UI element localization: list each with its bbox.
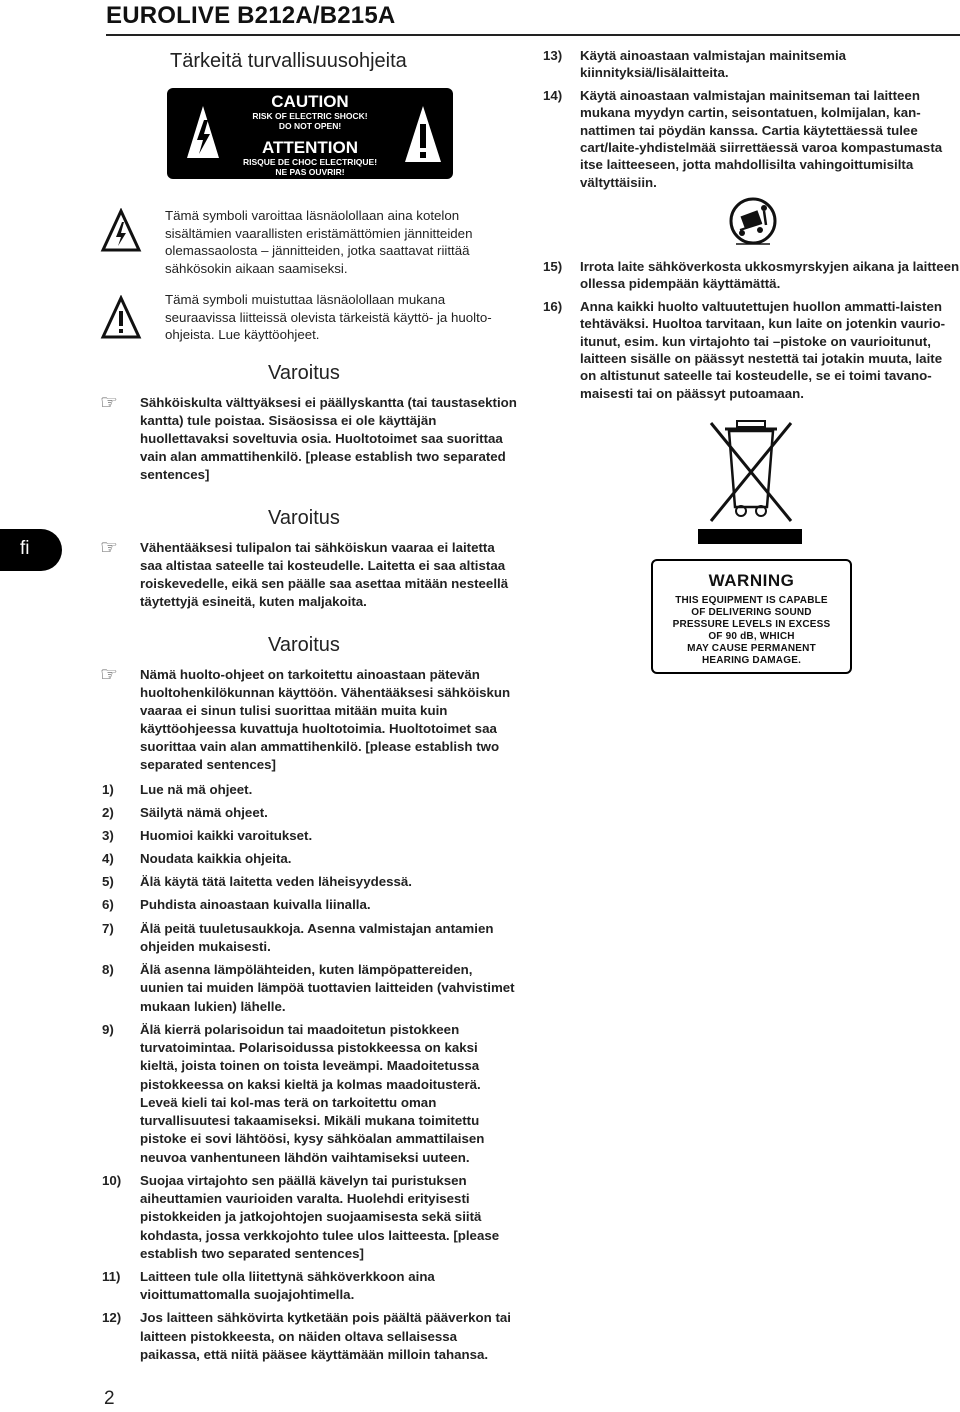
list-item: 15) Irrota laite sähköverkosta ukkosmyrskyjen aikana ja laitteen ollessa pidempään käyttämättä. [543,259,960,292]
pointing-hand-icon: ☞ [100,392,118,414]
document-title: EUROLIVE B212A/B215A [106,2,396,29]
warning-text: Nämä huolto-ohjeet on tarkoitettu ainoastaan pätevän huoltohenkilökunnan käyttöön. Vähentääksesi sähköiskun vaaraa ei sinun tulisi suorittaa mitään muita kuin käyttöohjeessa kuvattuja huoltotoimia. Huoltotoimet saa suorittaa vain alan ammattihenkilö. [please establish two separated sentences] [140,667,511,772]
warning-heading: Varoitus [268,507,340,529]
list-item: 9) Älä kierrä polarisoidun tai maadoitetun pistokkeen turvatoimintaa. Polarisoidussa pistokkeessa on kaksi kieltä, joista toinen on toista leveämpi. Maadoitetussa pistokkeessa on kaksi kieltä ja kolmas maadoitusterä. Leveä kieli tai kol-mas terä on tarkoitettu oman turvallisuutesi takaamiseksi. Mikäli mukana toimitettu pistoke ei sovi lähtöösi, kysy sähköalan ammattilaisen neuvoa vanhentuneen lähdön vaihtamiseksi uuteen. [102,1021,485,1165]
list-item: 14) Käytä ainoastaan valmistajan mainitseman tai laitteen mukana myydyn cartin, seisontatuen, kolmijalan, kan-nattimen tai pöydän kanssa. Cartia käytettäessä tulee cart/laite-yhdistelmää siirrettäessä varoa kompastumasta itse laitteeseen, jotta mahdollisilta vahingoittumisilta vältyttäisiin. [543,87,943,190]
list-item: 12) Jos laitteen sähkövirta kytketään pois päältä pääverkon tai laitteen pistokkeesta, on näiden oltava sellaisessa paikassa, että niitä pääsee käyttämään milloin tahansa. [102,1310,511,1363]
warning-heading: Varoitus [268,362,340,384]
list-item: 3) Huomioi kaikki varoitukset. [102,828,313,844]
attention-heading: ATTENTION [261,138,358,157]
caution-subtext: RISK OF ELECTRIC SHOCK! DO NOT OPEN! [252,111,368,131]
warning-body: THIS EQUIPMENT IS CAPABLE OF DELIVERING SOUND PRESSURE LEVELS IN EXCESS OF 90 dB, WHICH MAY CAUSE PERMANENT HEARING DAMAGE. [672,595,831,666]
pointing-hand-icon: ☞ [100,664,118,686]
hearing-warning-label [651,559,852,674]
crossed-bin-icon [703,415,799,525]
header-divider [106,34,960,36]
list-item: 10) Suojaa virtajohto sen päällä kävelyn tai puristuksen aiheuttamien vaurioiden varalta. Huolehdi erityisesti pistokkeiden ja jatkojohtojen suojaamisesta sekä siitä kohdasta, jossa verkkojohto tulee ulos laitteesta. [please establish two separated sentences] [102,1172,500,1261]
list-item: 13) Käytä ainoastaan valmistajan mainitsemia kiinnityksiä/lisälaitteita. [543,48,847,81]
warning-title: WARNING [708,571,795,590]
caution-heading: CAUTION [271,92,349,111]
list-item: 1) Lue nä mä ohjeet. [102,782,253,797]
pointing-hand-icon: ☞ [100,537,118,559]
caution-label [167,88,453,179]
warning-text: Vähentääksesi tulipalon tai sähköiskun vaaraa ei laitetta saa altistaa sateelle tai kosteudelle. Laitetta ei saa altistaa roiskevedelle, eikä sen päälle saa asettaa mitään nesteellä täytettyjä esineitä, kuten maljakoita. [140,540,509,609]
symbol-description: Tämä symboli varoittaa läsnäolollaan aina kotelon sisältämien vaarallisten eristämättömien jännitteiden olemassaolosta – jännitteiden, jotka saattavat riittää sähkösokin aikaan saamiseksi. [165,208,473,276]
bin-underline-bar [698,529,802,544]
safety-instructions-list-right [543,47,960,191]
exclamation-icon [403,104,443,164]
list-item: 5) Älä käytä tätä laitetta veden läheisyydessä. [102,874,412,890]
lightning-triangle-icon [100,208,142,254]
warning-text: Sähköiskulta välttyäksesi ei päällyskantta (tai taustasektion kantta) tule poistaa. Sisäosissa ei ole käyttäjän huollettavaksi soveltuvia osia. Huoltotoimet saa suorittaa vain alan ammattihenkilö. [please establish two separated sentences] [140,395,517,482]
list-item: 8) Älä asenna lämpölähteiden, kuten lämpöpattereiden, uunien tai muiden lämpöä tuottavien laitteiden (vahvistimet mukaan lukien) lähelle. [102,961,515,1014]
safety-instructions-list [102,781,518,1364]
list-item: 6) Puhdista ainoastaan kuivalla liinalla. [102,897,371,913]
symbol-description: Tämä symboli muistuttaa läsnäolollaan mukana seuraavissa liitteissä olevista tärkeistä käyttö- ja huolto-ohjeista. Lue käyttöohjeet. [165,292,492,342]
safety-instructions-list-right [543,258,960,402]
cart-tipover-icon [726,197,780,249]
language-tab: fi [0,529,62,571]
list-item: 2) Säilytä nämä ohjeet. [102,805,268,821]
warning-heading: Varoitus [268,634,340,656]
list-item: 4) Noudata kaikkia ohjeita. [102,851,292,867]
attention-subtext: RISQUE DE CHOC ELECTRIQUE! NE PAS OUVRIR! [242,157,378,177]
section-title: Tärkeitä turvallisuusohjeita [170,50,407,72]
page-number: 2 [104,1388,115,1409]
list-item: 16) Anna kaikki huolto valtuutettujen huollon ammatti-laisten tehtäväksi. Huoltoa tarvitaan, kun laite on jotenkin vaurio-itunut, esim. kun virtajohto tai –pistoke on vaurioitunut, laitteen sisälle on päässyt nestettä tai jotakin muuta, laite on altistunut sateelle tai kosteudelle, se ei toimi tavano-maisesti tai on päässyt putoamaan. [543,298,946,401]
list-item: 7) Älä peitä tuuletusaukkoja. Asenna valmistajan antamien ohjeiden mukaisesti. [102,920,494,954]
exclamation-triangle-icon [100,295,142,341]
list-item: 11) Laitteen tule olla liitettynä sähköverkkoon aina vioittumattomalla suojajohtimella. [102,1269,435,1303]
